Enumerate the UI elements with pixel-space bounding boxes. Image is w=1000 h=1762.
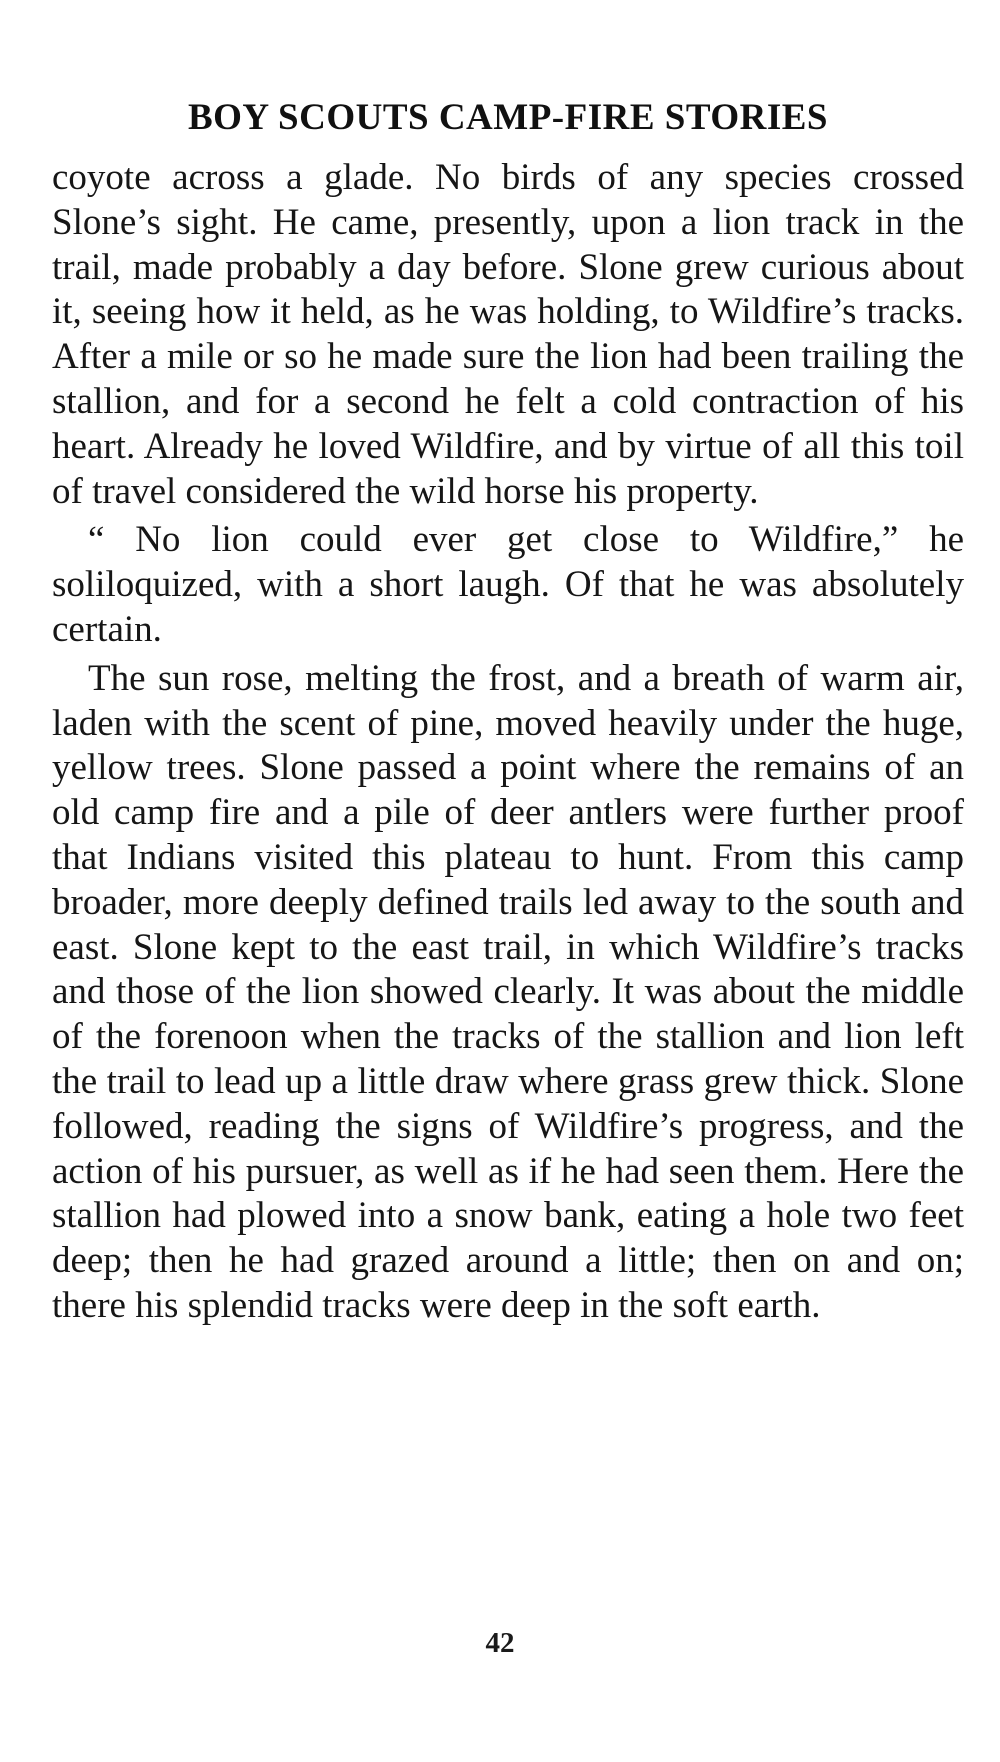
running-head: BOY SCOUTS CAMP-FIRE STORIES xyxy=(187,97,829,138)
paragraph-continuation: coyote across a glade. No birds of any species crossed Slone’s sight. He came, presently, upon a lion track in the trail, made probably a day before. Slone grew curious about it, seeing how it held, as he was holding, to Wildfire’s tracks. After a mile or so he made sure the lion had been trailing the stallion, and for a second he felt a cold contraction of his heart. Already he loved Wildfire, and by virtue of all this toil of travel considered the wild horse his property. xyxy=(52,157,964,512)
paragraph-sun-rose: The sun rose, melting the frost, and a breath of warm air, laden with the scent of pine, moved heavily under the huge, yellow trees. Slone passed a point where the remains of an old camp fire and a pile of deer antlers were further proof that Indians visited this plateau to hunt. From this camp broader, more deeply defined trails led away to the south and east. Slone kept to the east trail, in which Wildfire’s tracks and those of the lion showed clearly. It was about the middle of the forenoon when the tracks of the stallion and lion left the trail to lead up a little draw where grass grew thick. Slone followed, reading the signs of Wildfire’s progress, and the action of his pursuer, as well as if he had seen them. Here the stallion had plowed into a snow bank, eating a hole two feet deep; then he had grazed around a little; then on and on; there his splendid tracks were deep in the soft earth. xyxy=(52,657,964,1326)
paragraph-dialogue: “ No lion could ever get close to Wildfire,” he soliloquized, with a short laugh. Of that he was absolutely certain. xyxy=(52,519,964,650)
page-number: 42 xyxy=(485,1627,515,1659)
body-text xyxy=(52,156,964,1329)
